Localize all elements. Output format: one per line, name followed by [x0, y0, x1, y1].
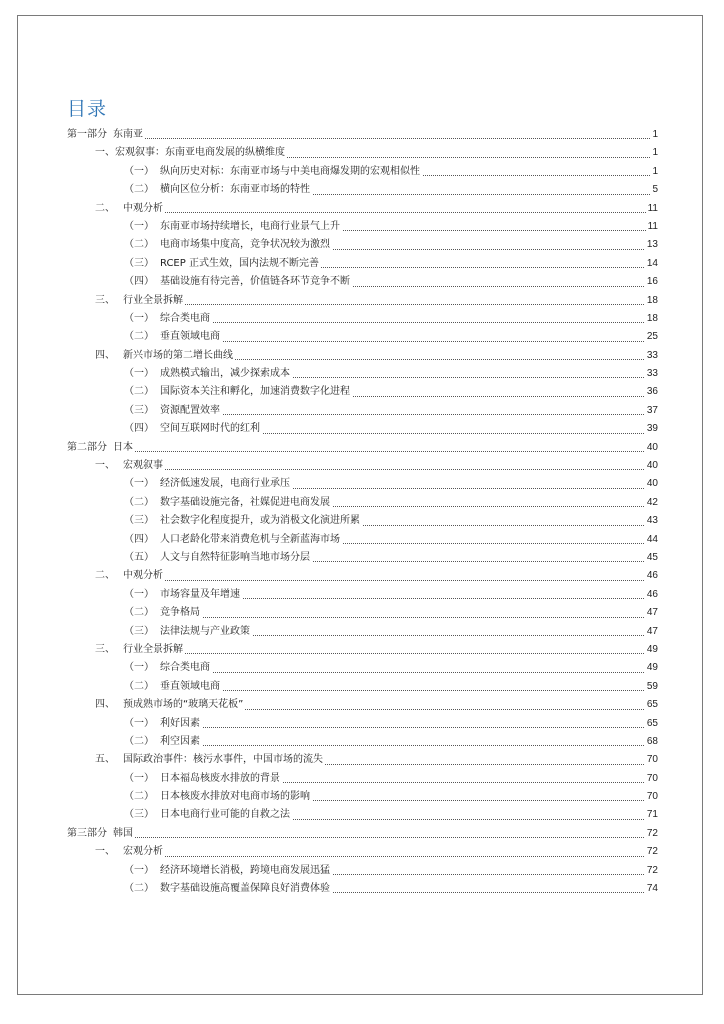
toc-entry-number: （二） — [124, 680, 154, 692]
toc-entry[interactable] — [0, 328, 724, 346]
toc-entry[interactable] — [0, 788, 724, 806]
toc-entry-heading — [124, 236, 332, 254]
toc-entry-page-number: 47 — [645, 623, 658, 641]
toc-entry[interactable] — [0, 531, 724, 549]
toc-entry[interactable] — [0, 273, 724, 291]
toc-entry-label: 中观分析 — [123, 202, 163, 214]
toc-entry-number: （三） — [124, 809, 154, 821]
toc-entry-page-number: 1 — [650, 144, 658, 162]
toc-entry[interactable] — [0, 512, 724, 530]
toc-entry-page-number: 37 — [645, 402, 658, 420]
toc-entry-page-number: 59 — [645, 678, 658, 696]
toc-entry-heading — [95, 843, 165, 861]
toc-entry-page-number: 11 — [646, 218, 658, 236]
toc-entry-label: 行业全景拆解 — [123, 643, 183, 655]
toc-entry-page-number: 49 — [645, 641, 658, 659]
toc-entry-heading — [67, 439, 135, 457]
toc-entry-heading — [124, 715, 202, 733]
toc-entry-heading — [124, 788, 312, 806]
toc-entry[interactable] — [0, 236, 724, 254]
toc-entry-label: 成熟模式输出，减少探索成本 — [160, 368, 290, 380]
toc-entry-number: （一） — [124, 772, 154, 784]
dot-leader — [95, 567, 656, 585]
toc-entry-page-number: 1 — [650, 163, 658, 181]
toc-entry[interactable] — [0, 751, 724, 769]
toc-entry-heading — [124, 733, 202, 751]
toc-entry-number: （四） — [124, 533, 154, 545]
toc-entry-label: 垂直领域电商 — [160, 680, 220, 692]
toc-entry-label: 经济低速发展，电商行业承压 — [160, 478, 290, 490]
dot-leader — [67, 825, 656, 843]
toc-entry-number: （二） — [124, 791, 154, 803]
toc-entry-number: （一） — [124, 717, 154, 729]
toc-entry-heading — [124, 255, 321, 273]
dot-leader — [95, 457, 656, 475]
toc-entry-number: 二、 — [95, 570, 115, 582]
toc-entry[interactable] — [0, 733, 724, 751]
toc-entry-number: （三） — [124, 257, 154, 269]
toc-entry-number: （一） — [124, 588, 154, 600]
toc-entry-number: 第一部分 — [67, 129, 107, 140]
toc-entry-heading — [124, 512, 362, 530]
toc-entry-label: 纵向历史对标：东南亚市场与中美电商爆发期的宏观相似性 — [160, 165, 420, 177]
toc-entry-heading — [95, 567, 165, 585]
dot-leader — [67, 439, 656, 457]
toc-entry-label: 横向区位分析：东南亚市场的特性 — [160, 184, 310, 196]
toc-entry-heading — [95, 696, 245, 714]
toc-entry[interactable] — [0, 181, 724, 199]
toc-entry-heading — [95, 292, 185, 310]
toc-entry-page-number: 70 — [645, 770, 658, 788]
toc-entry-heading — [95, 641, 185, 659]
toc-entry-number: 四、 — [95, 349, 115, 361]
toc-entry-label: RCEP 正式生效，国内法规不断完善 — [160, 257, 319, 269]
toc-entry[interactable] — [0, 862, 724, 880]
toc-entry-label: 国际政治事件：核污水事件，中国市场的流失 — [123, 754, 323, 766]
toc-entry-label: 经济环境增长消极，跨境电商发展迅猛 — [160, 864, 330, 876]
toc-entry-page-number: 33 — [645, 365, 658, 383]
toc-entry[interactable] — [0, 623, 724, 641]
toc-entry-heading — [124, 402, 222, 420]
toc-entry-heading — [124, 365, 292, 383]
toc-entry-page-number: 39 — [645, 420, 658, 438]
toc-entry-heading — [67, 126, 145, 144]
toc-entry-number: （二） — [124, 184, 154, 196]
toc-entry-label: 人文与自然特征影响当地市场分层 — [160, 551, 310, 563]
toc-entry-label: 宏观分析 — [123, 846, 163, 858]
toc-entry[interactable] — [0, 218, 724, 236]
toc-entry-label: 行业全景拆解 — [123, 294, 183, 306]
toc-entry-number: （三） — [124, 625, 154, 637]
toc-entry[interactable] — [0, 715, 724, 733]
toc-entry-number: （二） — [124, 883, 154, 895]
toc-entry-heading — [124, 181, 312, 199]
toc-entry[interactable] — [0, 696, 724, 714]
dot-leader — [95, 200, 656, 218]
toc-entry-heading — [124, 604, 202, 622]
toc-entry-heading — [124, 623, 252, 641]
toc-entry-page-number: 74 — [645, 880, 658, 898]
toc-entry-label: 资源配置效率 — [160, 404, 220, 416]
toc-entry-number: （一） — [124, 662, 154, 674]
toc-entry[interactable] — [0, 586, 724, 604]
toc-entry-label: 中观分析 — [123, 570, 163, 582]
toc-entry-page-number: 46 — [645, 567, 658, 585]
toc-entry-page-number: 42 — [645, 494, 658, 512]
toc-entry[interactable] — [0, 475, 724, 493]
toc-entry-label: 日本核废水排放对电商市场的影响 — [160, 791, 310, 803]
toc-entry-number: （一） — [124, 165, 154, 177]
toc-entry-page-number: 72 — [645, 843, 658, 861]
toc-entry[interactable] — [0, 200, 724, 218]
toc-entry[interactable] — [0, 567, 724, 585]
toc-entry[interactable] — [0, 843, 724, 861]
toc-entry-number: 三、 — [95, 294, 115, 306]
toc-entry-number: （二） — [124, 331, 154, 343]
dot-leader — [67, 126, 656, 144]
toc-entry-number: （三） — [124, 404, 154, 416]
toc-entry[interactable] — [0, 770, 724, 788]
toc-entry-heading — [124, 806, 292, 824]
toc-entry[interactable] — [0, 678, 724, 696]
toc-entry-label: 利好因素 — [160, 717, 200, 729]
toc-entry[interactable] — [0, 439, 724, 457]
toc-entry-number: （一） — [124, 864, 154, 876]
toc-entry-page-number: 11 — [646, 200, 658, 218]
toc-title: 目录 — [67, 98, 108, 120]
toc-entry-number: 第二部分 — [67, 441, 107, 453]
toc-entry-number: 一、 — [95, 460, 115, 472]
toc-entry-page-number: 18 — [645, 310, 658, 328]
toc-entry-page-number: 33 — [645, 347, 658, 365]
toc-entry-page-number: 70 — [645, 751, 658, 769]
toc-entry-label: 竞争格局 — [160, 607, 200, 619]
toc-entry[interactable] — [0, 255, 724, 273]
toc-entry-number: 二、 — [95, 202, 115, 214]
toc-entry-heading — [124, 475, 292, 493]
toc-entry-heading — [124, 770, 282, 788]
toc-entry-label: 电商市场集中度高，竞争状况较为激烈 — [160, 239, 330, 251]
toc-entry-label: 预成熟市场的“玻璃天花板” — [123, 699, 244, 711]
dot-leader — [124, 715, 656, 733]
toc-entry-label: 法律法规与产业政策 — [160, 625, 250, 637]
toc-entry-number: （二） — [124, 386, 154, 398]
toc-entry-number: 第三部分 — [67, 827, 107, 839]
toc-entry[interactable] — [0, 880, 724, 898]
toc-entry-heading — [124, 310, 212, 328]
toc-entry-number: （二） — [124, 607, 154, 619]
toc-entry-label: 数字基础设施完备，社媒促进电商发展 — [160, 496, 330, 508]
toc-entry-heading — [95, 751, 325, 769]
toc-entry-page-number: 68 — [645, 733, 658, 751]
toc-entry-number: （二） — [124, 239, 154, 251]
toc-entry[interactable] — [0, 292, 724, 310]
toc-entry-label: 日本 — [113, 441, 133, 453]
toc-entry-heading — [124, 163, 422, 181]
toc-entry-number: （二） — [124, 496, 154, 508]
toc-entry-page-number: 13 — [645, 236, 658, 254]
toc-entry-heading — [124, 420, 262, 438]
toc-entry-label: 市场容量及年增速 — [160, 588, 240, 600]
toc-entry-heading — [124, 383, 352, 401]
toc-entry-page-number: 72 — [645, 825, 658, 843]
toc-entry[interactable] — [0, 806, 724, 824]
toc-entry-page-number: 46 — [645, 586, 658, 604]
toc-entry-label: 基础设施有待完善，价值链各环节竞争不断 — [160, 276, 350, 288]
toc-entry-page-number: 16 — [645, 273, 658, 291]
toc-entry-label: 新兴市场的第二增长曲线 — [123, 349, 233, 361]
toc-entry-page-number: 1 — [650, 126, 658, 144]
toc-entry-label: 东南亚 — [113, 129, 143, 140]
toc-entry[interactable] — [0, 365, 724, 383]
toc-entry[interactable] — [0, 659, 724, 677]
toc-entry-heading — [124, 273, 352, 291]
toc-entry-label: 综合类电商 — [160, 662, 210, 674]
toc-entry-number: 一、 — [95, 147, 115, 159]
toc-entry-number: （一） — [124, 478, 154, 490]
toc-entry-heading — [124, 218, 342, 236]
toc-entry-number: （四） — [124, 423, 154, 435]
toc-entry-heading — [124, 880, 332, 898]
toc-entry-number: （一） — [124, 220, 154, 232]
toc-entry-number: 五、 — [95, 754, 115, 766]
toc-entry[interactable] — [0, 163, 724, 181]
dot-leader — [124, 604, 656, 622]
toc-entry-heading — [95, 347, 235, 365]
dot-leader — [124, 733, 656, 751]
toc-entry-number: （一） — [124, 368, 154, 380]
toc-entry-number: （三） — [124, 515, 154, 527]
toc-entry-number: （五） — [124, 551, 154, 563]
toc-entry-label: 东南亚市场持续增长，电商行业景气上升 — [160, 220, 340, 232]
toc-entry-heading — [124, 494, 332, 512]
toc-entry-heading — [67, 825, 135, 843]
toc-entry[interactable] — [0, 549, 724, 567]
toc-entry-page-number: 25 — [645, 328, 658, 346]
toc-entry-label: 数字基础设施高覆盖保障良好消费体验 — [160, 883, 330, 895]
toc-entry-number: 四、 — [95, 699, 115, 711]
toc-entry[interactable] — [0, 604, 724, 622]
toc-entry-number: 三、 — [95, 643, 115, 655]
toc-entry-heading — [124, 586, 242, 604]
toc-entry-label: 日本福岛核废水排放的背景 — [160, 772, 280, 784]
toc-entry[interactable] — [0, 641, 724, 659]
toc-entry[interactable] — [0, 457, 724, 475]
toc-entry[interactable] — [0, 310, 724, 328]
toc-entry-page-number: 70 — [645, 788, 658, 806]
toc-entry[interactable] — [0, 347, 724, 365]
toc-entry[interactable] — [0, 402, 724, 420]
toc-entry-label: 宏观叙事 — [123, 460, 163, 472]
toc-entry-label: 日本电商行业可能的自救之法 — [160, 809, 290, 821]
toc-entry[interactable] — [0, 144, 724, 162]
toc-entry-label: 综合类电商 — [160, 312, 210, 324]
toc-entry-heading — [95, 200, 165, 218]
toc-entry-heading — [124, 862, 332, 880]
toc-entry[interactable] — [0, 383, 724, 401]
toc-entry-heading — [124, 531, 342, 549]
toc-entry-page-number: 5 — [650, 181, 658, 199]
toc-entry-heading — [124, 659, 212, 677]
toc-entry-heading — [95, 457, 165, 475]
toc-entry-page-number: 72 — [645, 862, 658, 880]
table-of-contents — [0, 126, 724, 898]
toc-entry-label: 社会数字化程度提升，或为消极文化演进所累 — [160, 515, 360, 527]
toc-entry-label: 人口老龄化带来消费危机与全新蓝海市场 — [160, 533, 340, 545]
toc-entry[interactable] — [0, 825, 724, 843]
toc-entry-heading — [95, 144, 287, 162]
toc-entry-label: 利空因素 — [160, 735, 200, 747]
toc-entry-page-number: 49 — [645, 659, 658, 677]
toc-entry-page-number: 65 — [645, 715, 658, 733]
toc-entry-label: 宏观叙事：东南亚电商发展的纵横维度 — [115, 147, 285, 159]
dot-leader — [95, 843, 656, 861]
toc-entry-number: 一、 — [95, 846, 115, 858]
toc-entry-page-number: 40 — [645, 475, 658, 493]
toc-entry-page-number: 14 — [645, 255, 658, 273]
toc-entry-page-number: 44 — [645, 531, 658, 549]
toc-entry-label: 垂直领域电商 — [160, 331, 220, 343]
toc-entry-page-number: 40 — [645, 439, 658, 457]
toc-entry-page-number: 45 — [645, 549, 658, 567]
toc-entry-page-number: 47 — [645, 604, 658, 622]
toc-entry-heading — [124, 678, 222, 696]
toc-entry-heading — [124, 549, 312, 567]
toc-entry-label: 韩国 — [113, 827, 133, 839]
toc-entry-page-number: 36 — [645, 383, 658, 401]
toc-entry[interactable] — [0, 420, 724, 438]
toc-entry-number: （四） — [124, 276, 154, 288]
toc-entry[interactable] — [0, 494, 724, 512]
toc-entry-heading — [124, 328, 222, 346]
toc-entry-page-number: 18 — [645, 292, 658, 310]
toc-entry-page-number: 43 — [645, 512, 658, 530]
toc-entry-label: 空间互联网时代的红利 — [160, 423, 260, 435]
toc-entry-number: （二） — [124, 735, 154, 747]
toc-entry[interactable] — [0, 126, 724, 144]
toc-entry-page-number: 40 — [645, 457, 658, 475]
toc-entry-label: 国际资本关注和孵化，加速消费数字化进程 — [160, 386, 350, 398]
toc-entry-page-number: 71 — [645, 806, 658, 824]
toc-entry-number: （一） — [124, 312, 154, 324]
toc-entry-page-number: 65 — [645, 696, 658, 714]
